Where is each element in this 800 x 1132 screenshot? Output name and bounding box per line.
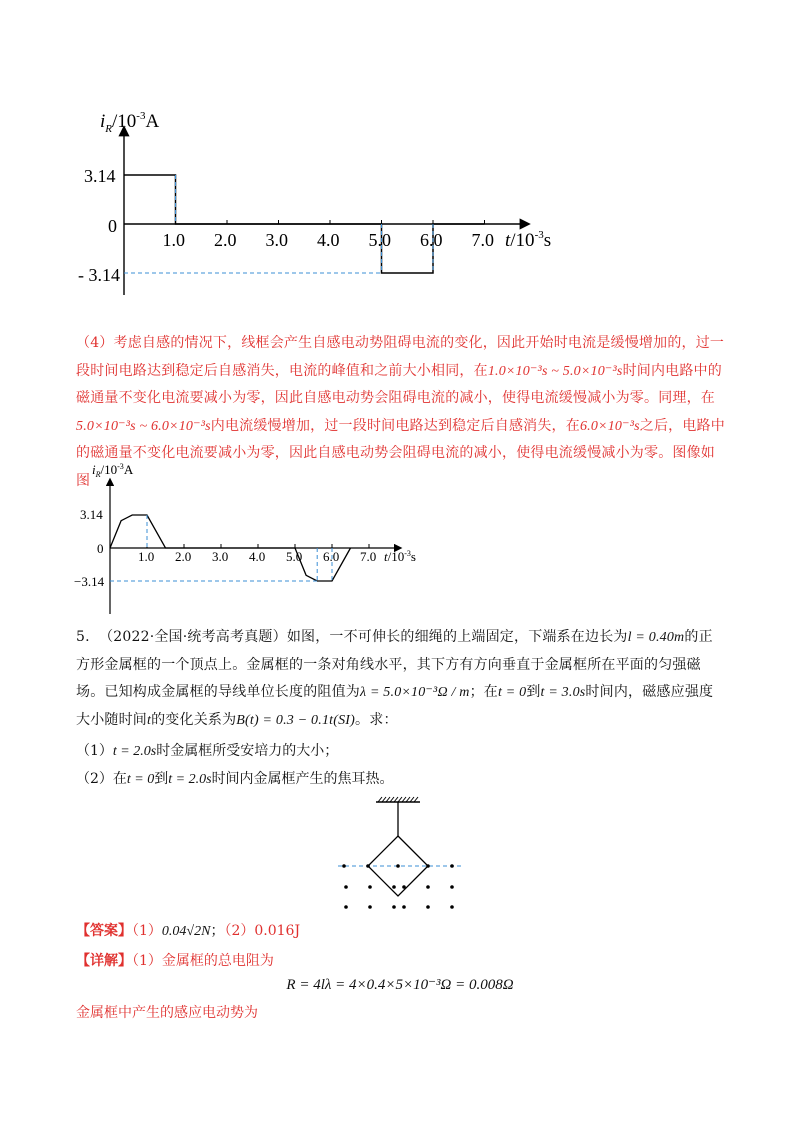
current-graph-ideal xyxy=(0,100,800,300)
q-text-2: 的正方形金属框的一个顶点上。金属框的一条对角线水平，其下方有方向垂直于金属框所在平面的匀强磁场。已知构成金属框的导线单位长度的阻值为 xyxy=(76,629,713,700)
field-dot xyxy=(450,885,454,889)
y-tick-3.14: 3.14 xyxy=(84,166,116,186)
sub2-text: 时间内金属框产生的焦耳热。 xyxy=(211,771,394,787)
x-tick-6.0: 6.0 xyxy=(420,230,443,250)
q-text-to: 到 xyxy=(526,684,541,700)
q-text-4: 时间内，磁感应强度大小随时间 xyxy=(76,684,714,728)
t-zero: t = 0 xyxy=(497,685,527,700)
para-text-3: 内电流缓慢增加，过一段时间电路达到稳定后自感消失，在 xyxy=(210,417,580,434)
x-tick-5.0: 5.0 xyxy=(286,549,303,564)
y-tick-0: 0 xyxy=(97,541,104,556)
x-tick-2.0: 2.0 xyxy=(175,549,192,564)
field-dot xyxy=(342,864,346,868)
field-dot xyxy=(426,864,430,868)
current-graph-self-inductance xyxy=(0,460,800,620)
para-text-1: 考虑自感的情况下，线框会产生自感电动势阻碍电流的变化，因此开始时电流是缓慢增加的，过一段时间电路达到稳定后自感消失，电流的峰值和之前大小相同，在 xyxy=(76,335,725,379)
detail-text-1: （1）金属框的总电阻为 xyxy=(132,953,274,969)
answer-1-label: （1） xyxy=(132,923,162,939)
question-5 xyxy=(76,624,726,734)
field-dot xyxy=(402,905,406,909)
answer-line xyxy=(76,918,300,945)
y-tick-3.14: 3.14 xyxy=(80,507,103,522)
field-dot xyxy=(368,905,372,909)
answer-sep: ； xyxy=(210,923,225,939)
sub2-time: t = 2.0s xyxy=(168,772,212,787)
field-dot xyxy=(392,905,396,909)
x-tick-7.0: 7.0 xyxy=(360,549,377,564)
side-length: l = 0.40m xyxy=(627,630,685,645)
sub-question-2 xyxy=(76,766,394,793)
question-number: 5. xyxy=(76,629,90,645)
time-range-1: 1.0×10⁻³s ~ 5.0×10⁻³s xyxy=(487,363,623,379)
x-tick-7.0: 7.0 xyxy=(471,230,494,250)
para-text-4: 之后，电路中的磁通量不变化电流要减小为零，因此自感电动势会阻碍电流的减小，使得电流缓慢减小为零。图像如图 xyxy=(76,417,725,489)
x-tick-5.0: 5.0 xyxy=(368,230,391,250)
answer-tag: 【答案】 xyxy=(76,923,132,939)
x-axis-label: $t/10^{-3}s$ xyxy=(384,549,416,564)
frame-figure xyxy=(0,795,800,915)
x-axis-label: $t/10^{-3}s$ xyxy=(505,229,552,251)
y-tick-neg-3.14: - 3.14 xyxy=(78,265,120,285)
field-dot xyxy=(368,885,372,889)
x-tick-3.0: 3.0 xyxy=(265,230,288,250)
y-tick-neg-3.14: −3.14 xyxy=(74,574,105,589)
chart-svg-1 xyxy=(0,100,800,300)
magnetic-field-dots xyxy=(342,864,454,909)
t-var: t xyxy=(147,712,152,728)
q-text-6: 。求： xyxy=(355,711,398,728)
detail-line xyxy=(76,948,274,974)
answer-1: 0.04√2N xyxy=(161,924,211,939)
y-axis-label: $i_R/10^{-3}A$ xyxy=(92,462,134,479)
x-tick-2.0: 2.0 xyxy=(214,230,237,250)
t-three: t = 3.0s xyxy=(540,685,586,700)
q-text-5: 的变化关系为 xyxy=(151,711,237,728)
answer-2-label: （2） xyxy=(224,923,255,939)
field-dot xyxy=(344,905,348,909)
resistance-equation: R = 4lλ = 4×0.4×5×10⁻³Ω = 0.008Ω xyxy=(286,977,514,993)
chart-svg-2 xyxy=(0,460,800,620)
field-dot xyxy=(366,864,370,868)
frame-svg xyxy=(0,795,800,915)
time-range-2: 5.0×10⁻³s ~ 6.0×10⁻³s xyxy=(76,418,211,434)
sub1-label: （1） xyxy=(76,743,113,759)
sub1-time: t = 2.0s xyxy=(112,744,157,759)
field-dot xyxy=(396,864,400,868)
sub1-text: 时金属框所受安培力的大小； xyxy=(156,743,339,759)
para-text-2: 时间内电路中的磁通量不变化电流要减小为零，因此自感电动势会阻碍电流的减小，使得电流缓慢减小为零。同理，在 xyxy=(76,362,722,406)
x-tick-4.0: 4.0 xyxy=(317,230,340,250)
y-axis-label: $i_R/10^{-3}A$ xyxy=(100,110,160,135)
x-tick-6.0: 6.0 xyxy=(323,549,340,564)
q-text-3: ；在 xyxy=(469,684,498,700)
resistance-per-length: λ = 5.0×10⁻³Ω / m xyxy=(360,685,470,700)
sub-question-1 xyxy=(76,738,338,765)
sub2-label: （2）在 xyxy=(76,771,127,787)
x-tick-1.0: 1.0 xyxy=(138,549,155,564)
y-tick-0: 0 xyxy=(108,216,117,236)
detail-text-2: 金属框中产生的感应电动势为 xyxy=(76,1005,258,1021)
x-tick-labels xyxy=(138,544,376,564)
q-text-1: 如图，一不可伸长的细绳的上端固定，下端系在边长为 xyxy=(286,629,628,645)
x-tick-1.0: 1.0 xyxy=(162,230,185,250)
question-source: （2022·全国·统考高考真题） xyxy=(99,629,287,645)
field-dot xyxy=(450,905,454,909)
b-formula: B(t) = 0.3 − 0.1t(SI) xyxy=(236,712,356,728)
sub2-to: 到 xyxy=(154,771,169,787)
answer-2: 0.016J xyxy=(254,923,301,939)
field-dot xyxy=(402,885,406,889)
ceiling-hatch xyxy=(378,797,418,802)
field-dot xyxy=(426,905,430,909)
field-dot xyxy=(450,864,454,868)
x-tick-3.0: 3.0 xyxy=(212,549,229,564)
field-dot xyxy=(392,885,396,889)
detail-tag: 【详解】 xyxy=(76,953,132,969)
sub2-t0: t = 0 xyxy=(126,772,155,787)
field-dot xyxy=(344,885,348,889)
part-label: （4） xyxy=(76,335,114,351)
field-dot xyxy=(426,885,430,889)
time-point: 6.0×10⁻³s xyxy=(579,418,640,434)
x-tick-4.0: 4.0 xyxy=(249,549,266,564)
